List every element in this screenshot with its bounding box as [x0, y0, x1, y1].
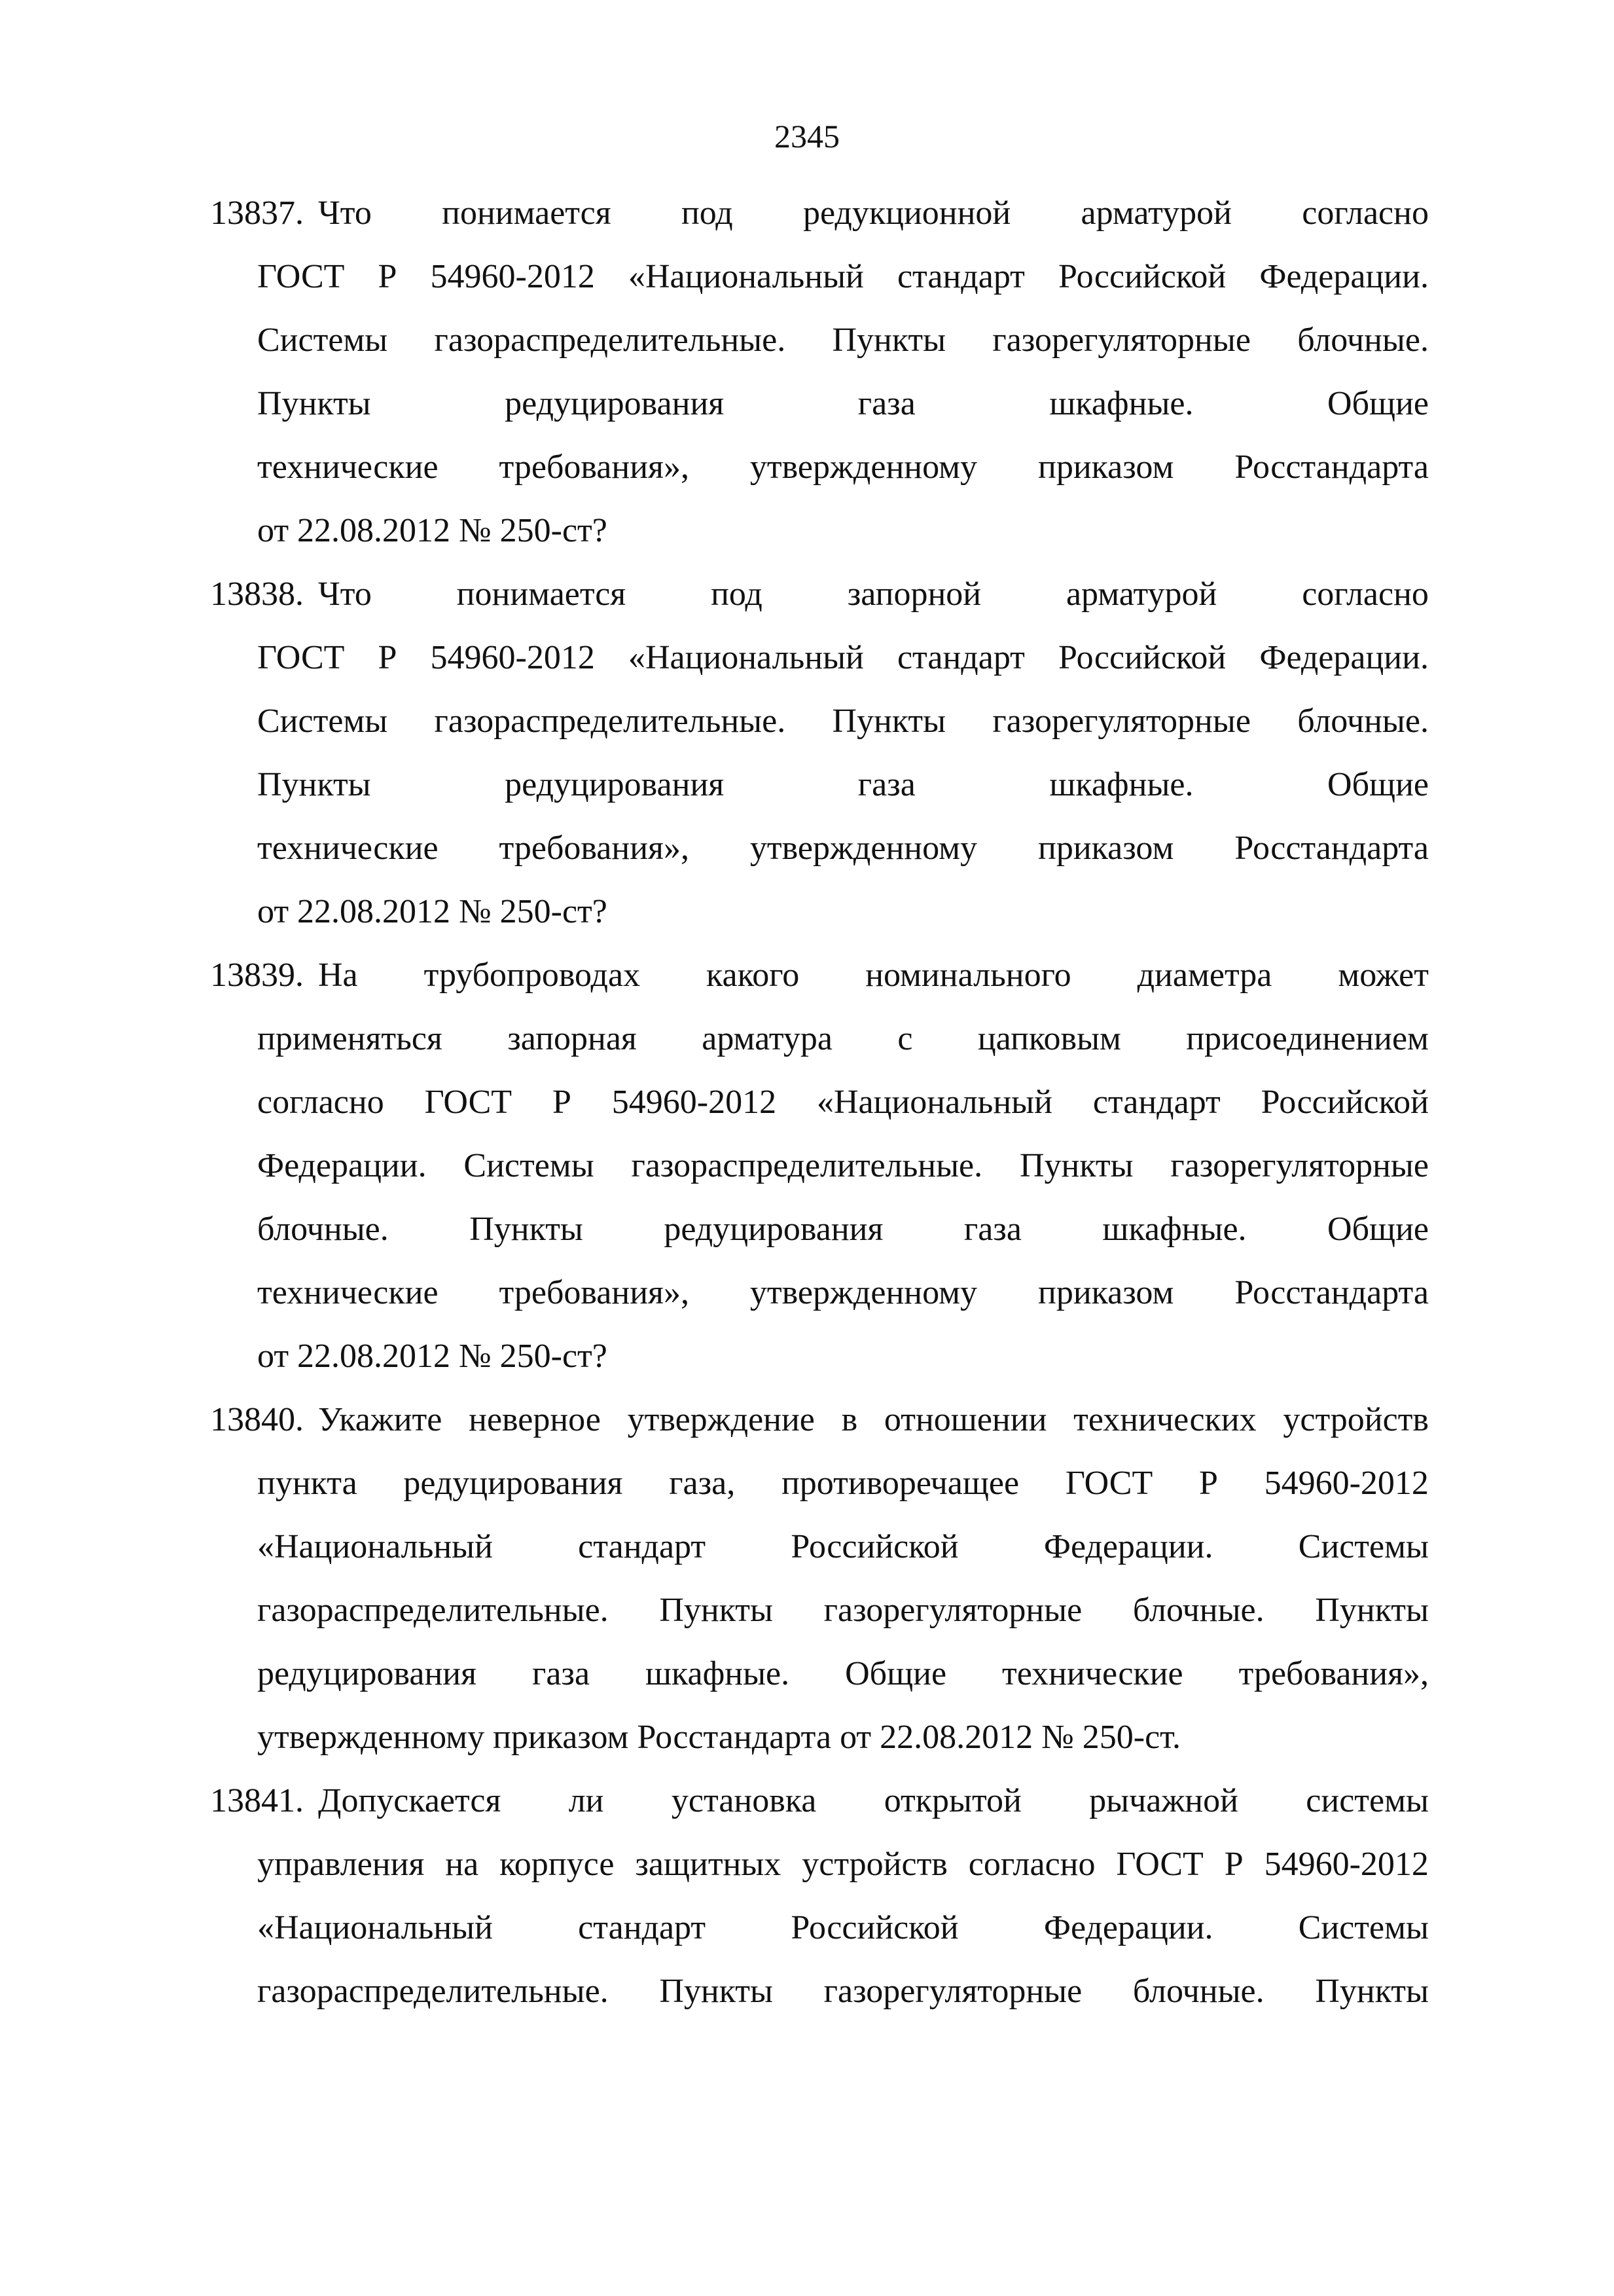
word: 54960-2012: [430, 258, 595, 295]
question-text-line: [257, 1714, 1429, 1777]
word: присоединением: [1186, 1020, 1429, 1057]
word: от 22.08.2012 № 250-ст?: [257, 893, 607, 930]
word: газа: [857, 766, 916, 803]
word: технические: [257, 829, 439, 867]
word: блочные.: [1132, 1592, 1264, 1629]
word: Росстандарта: [1234, 1274, 1429, 1311]
word: редукционной: [803, 194, 1011, 232]
word: 54960-2012: [430, 639, 595, 676]
word: устройств: [802, 1846, 948, 1883]
word: может: [1338, 957, 1429, 994]
word: Пункты: [1019, 1147, 1134, 1184]
word: под: [711, 575, 762, 613]
word: приказом: [1037, 829, 1174, 867]
question-list: [210, 190, 1429, 2032]
question-text-line: [318, 952, 1429, 1015]
question-number: 13841.: [210, 1782, 304, 1819]
question-text-line: [257, 888, 1429, 952]
word: 54960-2012: [1264, 1846, 1429, 1883]
word: блочные.: [1297, 321, 1429, 359]
word: Российской: [1261, 1084, 1429, 1121]
word: Что: [318, 194, 372, 232]
word: газораспределительные.: [434, 321, 786, 359]
word: требования»,: [499, 448, 689, 486]
word: номинального: [865, 957, 1071, 994]
word: Федерации.: [1259, 639, 1429, 676]
word: технические: [257, 1274, 439, 1311]
word: технические: [257, 448, 439, 486]
word: газорегуляторные: [823, 1973, 1083, 2010]
word: Российской: [791, 1909, 959, 1946]
word: системы: [1306, 1782, 1429, 1819]
word: стандарт: [897, 639, 1025, 676]
word: согласно: [1302, 575, 1429, 613]
word: газа: [857, 385, 916, 422]
word: блочные.: [1297, 702, 1429, 740]
word: стандарт: [897, 258, 1025, 295]
question-text-line: [257, 1269, 1429, 1333]
question-item: [210, 571, 1429, 952]
question-text-line: [257, 698, 1429, 761]
word: Росстандарта: [1234, 829, 1429, 867]
word: Системы: [1298, 1909, 1429, 1946]
word: цапковым: [977, 1020, 1121, 1057]
word: утвержденному: [749, 829, 978, 867]
word: Системы: [257, 321, 388, 359]
word: шкафные.: [1049, 385, 1194, 422]
word: стандарт: [578, 1528, 706, 1565]
word: стандарт: [578, 1909, 706, 1946]
word: шкафные.: [1049, 766, 1194, 803]
word: согласно: [1302, 194, 1429, 232]
word: запорной: [847, 575, 982, 613]
word: Российской: [791, 1528, 959, 1565]
word: Федерации.: [257, 1147, 427, 1184]
word: газораспределительные.: [257, 1973, 609, 2010]
word: Российской: [1058, 639, 1227, 676]
word: Р: [552, 1084, 571, 1121]
word: от 22.08.2012 № 250-ст?: [257, 1338, 607, 1375]
word: неверное: [469, 1401, 601, 1438]
word: рычажной: [1089, 1782, 1238, 1819]
word: блочные.: [257, 1211, 389, 1248]
word: технических: [1073, 1401, 1257, 1438]
word: Системы: [257, 702, 388, 740]
word: на: [445, 1846, 479, 1883]
word: Пункты: [659, 1973, 773, 2010]
question-text-line: [257, 1079, 1429, 1142]
word: редуцирования: [403, 1465, 623, 1502]
word: Российской: [1058, 258, 1227, 295]
word: диаметра: [1137, 957, 1272, 994]
word: редуцирования: [664, 1211, 884, 1248]
word: Общие: [1327, 766, 1429, 803]
word: «Национальный: [628, 258, 864, 295]
word: под: [681, 194, 733, 232]
word: блочные.: [1132, 1973, 1264, 2010]
word: арматурой: [1066, 575, 1217, 613]
word: газорегуляторные: [1170, 1147, 1429, 1184]
word: утвержденному: [749, 448, 978, 486]
word: Пункты: [1315, 1973, 1429, 2010]
word: 54960-2012: [1264, 1465, 1429, 1502]
word: согласно: [968, 1846, 1096, 1883]
question-item: [210, 1777, 1429, 2032]
word: отношении: [884, 1401, 1047, 1438]
word: 54960-2012: [611, 1084, 777, 1121]
word: приказом: [1037, 448, 1174, 486]
question-number: 13837.: [210, 194, 304, 232]
question-text-line: [257, 1333, 1429, 1396]
word: арматура: [702, 1020, 833, 1057]
question-text-line: [257, 507, 1429, 571]
word: Допускается: [318, 1782, 501, 1819]
question-text-line: [257, 444, 1429, 507]
word: газорегуляторные: [992, 321, 1251, 359]
question-number: 13840.: [210, 1401, 304, 1438]
question-text-line: [257, 1650, 1429, 1714]
question-text-line: [257, 1523, 1429, 1587]
question-text-line: [257, 380, 1429, 444]
word: требования»,: [1238, 1655, 1429, 1692]
word: арматурой: [1081, 194, 1232, 232]
word: понимается: [456, 575, 626, 613]
word: Р: [1224, 1846, 1244, 1883]
word: ГОСТ: [257, 639, 345, 676]
question-text-line: [318, 1777, 1429, 1841]
word: «Национальный: [257, 1909, 493, 1946]
word: Пункты: [832, 702, 946, 740]
question-item: [210, 952, 1429, 1396]
word: Федерации.: [1043, 1909, 1213, 1946]
word: защитных: [635, 1846, 781, 1883]
word: шкафные.: [1102, 1211, 1247, 1248]
word: редуцирования: [505, 766, 725, 803]
word: Росстандарта: [1234, 448, 1429, 486]
word: Общие: [1327, 1211, 1429, 1248]
word: запорная: [507, 1020, 637, 1057]
question-number: 13838.: [210, 575, 304, 613]
question-text-line: [318, 571, 1429, 634]
word: газа: [532, 1655, 590, 1692]
word: утвержденному: [749, 1274, 978, 1311]
word: шкафные.: [645, 1655, 790, 1692]
word: стандарт: [1092, 1084, 1221, 1121]
question-text-line: [257, 1206, 1429, 1269]
word: газа,: [669, 1465, 736, 1502]
word: Пункты: [257, 385, 371, 422]
word: установка: [671, 1782, 817, 1819]
word: от 22.08.2012 № 250-ст?: [257, 512, 607, 549]
word: согласно: [257, 1084, 384, 1121]
word: «Национальный: [817, 1084, 1052, 1121]
question-text-line: [257, 825, 1429, 888]
word: На: [318, 957, 358, 994]
question-item: [210, 190, 1429, 571]
word: Р: [378, 258, 397, 295]
word: «Национальный: [628, 639, 864, 676]
word: какого: [706, 957, 800, 994]
word: Пункты: [832, 321, 946, 359]
question-text-line: [257, 1015, 1429, 1079]
word: понимается: [442, 194, 611, 232]
word: газорегуляторные: [823, 1592, 1083, 1629]
word: Р: [1198, 1465, 1218, 1502]
word: противоречащее: [781, 1465, 1020, 1502]
question-text-line: [257, 761, 1429, 825]
word: трубопроводах: [423, 957, 641, 994]
question-text-line: [257, 1841, 1429, 1904]
word: ГОСТ: [1116, 1846, 1204, 1883]
word: Пункты: [1315, 1592, 1429, 1629]
word: Общие: [1327, 385, 1429, 422]
word: Общие: [845, 1655, 947, 1692]
question-text-line: [257, 317, 1429, 380]
word: в: [841, 1401, 858, 1438]
word: газорегуляторные: [992, 702, 1251, 740]
word: редуцирования: [257, 1655, 477, 1692]
word: Системы: [1298, 1528, 1429, 1565]
word: применяться: [257, 1020, 442, 1057]
word: Пункты: [659, 1592, 773, 1629]
word: приказом: [1037, 1274, 1174, 1311]
word: газораспределительные.: [434, 702, 786, 740]
word: корпусе: [499, 1846, 615, 1883]
word: утвержденному приказом Росстандарта от 22.08.2012 № 250-ст.: [257, 1719, 1181, 1756]
question-text-line: [318, 1396, 1429, 1460]
question-text-line: [257, 253, 1429, 317]
word: ГОСТ: [424, 1084, 512, 1121]
word: требования»,: [499, 829, 689, 867]
word: Р: [378, 639, 397, 676]
question-text-line: [257, 1587, 1429, 1650]
word: Укажите: [318, 1401, 442, 1438]
word: утверждение: [627, 1401, 815, 1438]
word: газораспределительные.: [631, 1147, 983, 1184]
question-text-line: [318, 190, 1429, 253]
page-number: 2345: [774, 118, 840, 155]
question-text-line: [257, 634, 1429, 698]
word: редуцирования: [505, 385, 725, 422]
word: ГОСТ: [1065, 1465, 1153, 1502]
word: Пункты: [469, 1211, 583, 1248]
word: «Национальный: [257, 1528, 493, 1565]
word: ГОСТ: [257, 258, 345, 295]
question-number: 13839.: [210, 957, 304, 994]
word: Федерации.: [1043, 1528, 1213, 1565]
word: открытой: [884, 1782, 1022, 1819]
word: газа: [963, 1211, 1022, 1248]
question-text-line: [257, 1142, 1429, 1206]
word: устройств: [1283, 1401, 1429, 1438]
word: требования»,: [499, 1274, 689, 1311]
word: ли: [568, 1782, 604, 1819]
question-text-line: [257, 1968, 1429, 2032]
question-text-line: [257, 1904, 1429, 1968]
question-text-line: [257, 1460, 1429, 1523]
question-item: [210, 1396, 1429, 1777]
word: Федерации.: [1259, 258, 1429, 295]
word: Пункты: [257, 766, 371, 803]
word: Что: [318, 575, 372, 613]
word: газораспределительные.: [257, 1592, 609, 1629]
word: пункта: [257, 1465, 357, 1502]
word: Системы: [463, 1147, 594, 1184]
word: управления: [257, 1846, 425, 1883]
word: с: [897, 1020, 913, 1057]
word: технические: [1002, 1655, 1183, 1692]
